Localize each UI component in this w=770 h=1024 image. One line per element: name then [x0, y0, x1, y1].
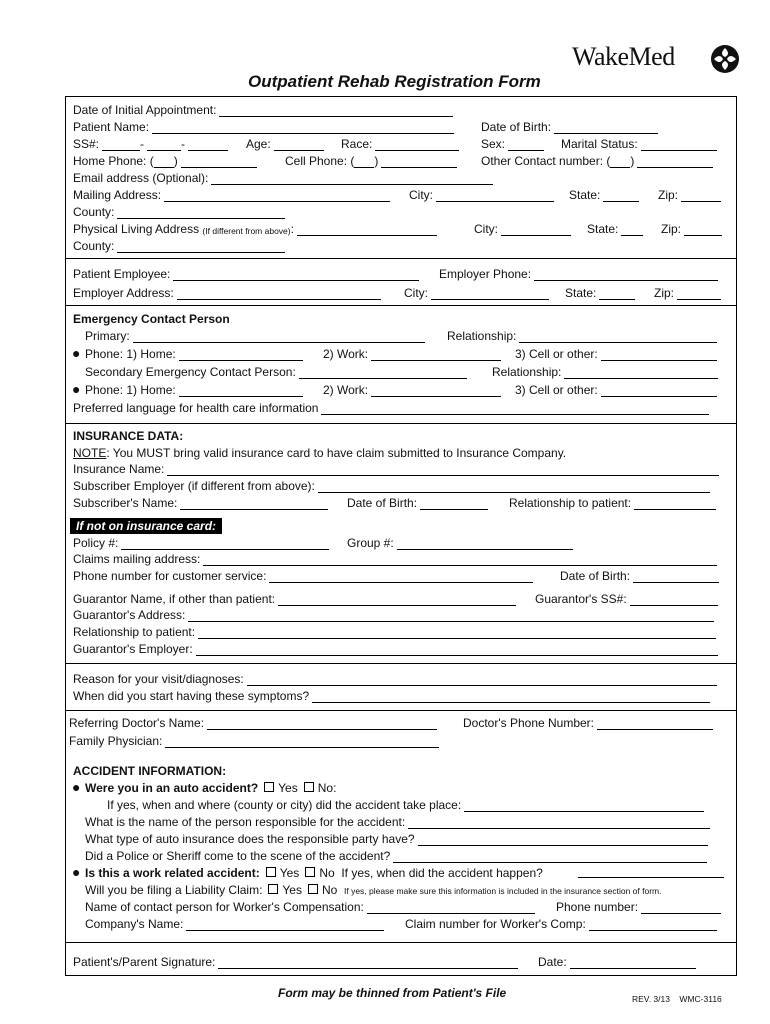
physical-state-field[interactable]: [587, 222, 643, 236]
zip-label: Zip:: [654, 286, 675, 300]
secondary-home-phone-field[interactable]: [85, 383, 303, 397]
mailing-city-field[interactable]: [409, 188, 554, 202]
auto-yes-checkbox[interactable]: [264, 782, 274, 792]
cell-phone-label: 3) Cell or other:: [515, 347, 598, 361]
patient-name-label: Patient Name:: [73, 120, 150, 134]
employer-phone-field[interactable]: [439, 267, 718, 281]
responsible-person-field[interactable]: [85, 815, 710, 829]
primary-cell-phone-field[interactable]: [515, 347, 717, 361]
not-on-card-banner: If not on insurance card:: [70, 518, 222, 534]
phone-number-label: Phone number:: [556, 900, 639, 914]
police-field[interactable]: [85, 849, 707, 863]
work-no-checkbox[interactable]: [305, 867, 315, 877]
mailing-zip-field[interactable]: [658, 188, 721, 202]
mailing-address-label: Mailing Address:: [73, 188, 162, 202]
state-label: State:: [565, 286, 597, 300]
no-label: No: [321, 883, 338, 897]
preferred-language-field[interactable]: [73, 401, 709, 415]
relationship-to-patient-label: Relationship to patient:: [509, 496, 632, 510]
secondary-relationship-field[interactable]: [492, 365, 718, 379]
dob-label: Date of Birth:: [560, 569, 631, 583]
family-physician-label: Family Physician:: [69, 734, 163, 748]
doctor-phone-field[interactable]: [463, 716, 713, 730]
signature-date-label: Date:: [538, 955, 567, 969]
family-physician-field[interactable]: [69, 734, 439, 748]
secondary-cell-phone-field[interactable]: [515, 383, 717, 397]
yes-label: Yes: [278, 781, 298, 795]
liability-no-checkbox[interactable]: [308, 884, 318, 894]
dob-label: Date of Birth:: [347, 496, 418, 510]
physical-city-field[interactable]: [474, 222, 571, 236]
accident-location-label: If yes, when and where (county or city) did the accident take place:: [107, 798, 462, 812]
auto-accident-label: Were you in an auto accident?: [85, 781, 259, 795]
insurance-name-label: Insurance Name:: [73, 462, 165, 476]
wakemed-logo-icon: [710, 44, 740, 74]
email-label: Email address (Optional):: [73, 171, 209, 185]
revision-date: REV. 3/13: [632, 994, 670, 1004]
bullet-icon: ●: [72, 779, 81, 795]
guarantor-employer-label: Guarantor's Employer:: [73, 642, 193, 656]
county-label: County:: [73, 239, 115, 253]
liability-note: If yes, please make sure this information is included in the insurance section of form.: [344, 886, 662, 896]
physical-address-label: Physical Living Address: [73, 222, 200, 236]
preferred-language-label: Preferred language for health care information: [73, 401, 319, 415]
note-text: : You MUST bring valid insurance card to have claim submitted to Insurance Company.: [106, 446, 567, 460]
primary-home-phone-field[interactable]: [85, 347, 303, 361]
revision-info: [632, 994, 722, 1004]
zip-label: Zip:: [661, 222, 682, 236]
state-label: State:: [569, 188, 601, 202]
emergency-contact-heading: Emergency Contact Person: [73, 312, 230, 326]
bullet-icon: ●: [72, 381, 81, 397]
age-label: Age:: [246, 137, 271, 151]
form-title: Outpatient Rehab Registration Form: [248, 72, 541, 91]
employer-address-field[interactable]: [73, 286, 381, 300]
employer-state-field[interactable]: [565, 286, 635, 300]
age-field[interactable]: [246, 137, 324, 151]
work-accident-label: Is this a work related accident:: [85, 866, 260, 880]
city-label: City:: [474, 222, 498, 236]
mailing-state-field[interactable]: [569, 188, 639, 202]
cell-phone-label: Cell Phone: (: [285, 154, 355, 168]
signature-label: Patient's/Parent Signature:: [73, 955, 216, 969]
auto-insurance-type-label: What type of auto insurance does the responsible party have?: [85, 832, 415, 846]
section-divider: [65, 258, 737, 259]
footer-note: Form may be thinned from Patient's File: [278, 986, 507, 1000]
marital-status-field[interactable]: [561, 137, 717, 151]
section-divider: [65, 305, 737, 306]
note-label: NOTE: [73, 446, 107, 460]
primary-work-phone-field[interactable]: [323, 347, 501, 361]
doctor-phone-label: Doctor's Phone Number:: [463, 716, 595, 730]
home-phone-label: Phone: 1) Home:: [85, 347, 176, 361]
work-yes-checkbox[interactable]: [266, 867, 276, 877]
subscriber-employer-field[interactable]: [73, 479, 710, 493]
visit-reason-label: Reason for your visit/diagnoses:: [73, 672, 244, 686]
group-field[interactable]: [347, 536, 573, 550]
section-divider: [65, 423, 737, 424]
ss-label: SS#:: [73, 137, 100, 151]
other-contact-field[interactable]: [481, 154, 713, 168]
liability-yes-checkbox[interactable]: [268, 884, 278, 894]
guarantor-employer-field[interactable]: [73, 642, 718, 656]
ss-dash: -: [181, 137, 186, 151]
initial-appointment-field[interactable]: [73, 103, 453, 117]
group-label: Group #:: [347, 536, 394, 550]
physical-address-note: (If different from above): [202, 226, 291, 236]
no-label: No:: [317, 781, 337, 795]
city-label: City:: [409, 188, 433, 202]
signature-field[interactable]: [73, 955, 518, 969]
claims-mailing-field[interactable]: [73, 552, 717, 566]
dob-label: Date of Birth:: [481, 120, 552, 134]
section-divider: [65, 663, 737, 664]
wc-phone-field[interactable]: [556, 900, 721, 914]
primary-contact-field[interactable]: [85, 329, 425, 343]
insurance-name-field[interactable]: [73, 462, 719, 476]
guarantor-address-field[interactable]: [73, 608, 714, 622]
home-phone-label: Phone: 1) Home:: [85, 383, 176, 397]
physical-address-field[interactable]: [73, 222, 437, 236]
police-label: Did a Police or Sheriff come to the scene of the accident?: [85, 849, 391, 863]
physical-zip-field[interactable]: [661, 222, 722, 236]
visit-reason-field[interactable]: [73, 672, 717, 686]
insurance-note: [73, 446, 566, 461]
ss-field[interactable]: [73, 137, 228, 151]
secondary-work-phone-field[interactable]: [323, 383, 501, 397]
work-accident-question: [85, 866, 543, 881]
wc-claim-number-label: Claim number for Worker's Comp:: [405, 917, 586, 931]
claims-mailing-label: Claims mailing address:: [73, 552, 201, 566]
customer-service-phone-label: Phone number for customer service:: [73, 569, 267, 583]
initial-appointment-label: Date of Initial Appointment:: [73, 103, 217, 117]
responsible-person-label: What is the name of the person responsible for the accident:: [85, 815, 406, 829]
insured-dob-field[interactable]: [560, 569, 719, 583]
home-phone-field[interactable]: [73, 154, 257, 168]
patient-employee-field[interactable]: [73, 267, 419, 281]
accident-heading: ACCIDENT INFORMATION:: [73, 764, 227, 778]
guarantor-relationship-field[interactable]: [73, 625, 716, 639]
yes-label: Yes: [279, 866, 300, 880]
work-accident-when-field[interactable]: [575, 866, 724, 878]
guarantor-ss-label: Guarantor's SS#:: [535, 592, 627, 606]
guarantor-name-field[interactable]: [73, 592, 516, 606]
primary-relationship-field[interactable]: [447, 329, 717, 343]
wakemed-logo-text: WakeMed: [572, 42, 675, 71]
county-field-2[interactable]: [73, 239, 285, 253]
paren: ): [173, 154, 178, 168]
primary-label: Primary:: [85, 329, 130, 343]
wc-contact-label: Name of contact person for Worker's Compensation:: [85, 900, 364, 914]
referring-doctor-label: Referring Doctor's Name:: [69, 716, 204, 730]
work-phone-label: 2) Work:: [323, 347, 369, 361]
relationship-label: Relationship:: [447, 329, 517, 343]
subscriber-employer-label: Subscriber Employer (if different from above):: [73, 479, 315, 493]
paren: ): [374, 154, 379, 168]
company-name-field[interactable]: [85, 917, 384, 931]
guarantor-address-label: Guarantor's Address:: [73, 608, 186, 622]
employer-city-field[interactable]: [404, 286, 549, 300]
state-label: State:: [587, 222, 619, 236]
liability-claim-label: Will you be filing a Liability Claim:: [85, 883, 263, 897]
guarantor-name-label: Guarantor Name, if other than patient:: [73, 592, 276, 606]
bullet-icon: ●: [72, 345, 81, 361]
marital-status-label: Marital Status:: [561, 137, 638, 151]
auto-no-checkbox[interactable]: [304, 782, 314, 792]
insurance-heading: INSURANCE DATA:: [73, 429, 184, 443]
employer-address-label: Employer Address:: [73, 286, 174, 300]
cell-phone-field[interactable]: [285, 154, 457, 168]
secondary-contact-field[interactable]: [85, 365, 467, 379]
no-label: No: [319, 866, 335, 880]
signature-date-field[interactable]: [538, 955, 696, 969]
work-phone-label: 2) Work:: [323, 383, 369, 397]
subscriber-name-field[interactable]: [73, 496, 328, 510]
county-field[interactable]: [73, 205, 285, 219]
liability-claim-question: [85, 883, 662, 898]
relationship-label: Relationship:: [492, 365, 562, 379]
auto-accident-question: [85, 781, 336, 796]
accident-location-field[interactable]: [107, 798, 704, 812]
zip-label: Zip:: [658, 188, 679, 202]
date-of-birth-field[interactable]: [481, 120, 658, 134]
sex-label: Sex:: [481, 137, 506, 151]
secondary-contact-label: Secondary Emergency Contact Person:: [85, 365, 296, 379]
auto-insurance-type-field[interactable]: [85, 832, 708, 846]
form-number: WMC-3116: [679, 994, 722, 1004]
cell-phone-label: 3) Cell or other:: [515, 383, 598, 397]
wc-claim-number-field[interactable]: [405, 917, 717, 931]
section-divider: [65, 710, 737, 711]
employer-phone-label: Employer Phone:: [439, 267, 532, 281]
guarantor-ss-field[interactable]: [535, 592, 718, 606]
subscriber-name-label: Subscriber's Name:: [73, 496, 178, 510]
email-field[interactable]: [73, 171, 493, 185]
symptoms-start-label: When did you start having these symptoms?: [73, 689, 310, 703]
relationship-to-patient-label: Relationship to patient:: [73, 625, 196, 639]
work-accident-when-label: If yes, when did the accident happen?: [341, 866, 543, 880]
race-label: Race:: [341, 137, 373, 151]
home-phone-label: Home Phone: (: [73, 154, 154, 168]
colon: :: [290, 222, 294, 236]
race-field[interactable]: [341, 137, 459, 151]
sex-field[interactable]: [481, 137, 544, 151]
yes-label: Yes: [282, 883, 302, 897]
other-contact-label: Other Contact number: (: [481, 154, 611, 168]
ss-dash: -: [140, 137, 145, 151]
subscriber-dob-field[interactable]: [347, 496, 488, 510]
customer-service-phone-field[interactable]: [73, 569, 533, 583]
subscriber-relationship-field[interactable]: [509, 496, 716, 510]
company-name-label: Company's Name:: [85, 917, 184, 931]
paren: ): [630, 154, 635, 168]
bullet-icon: ●: [72, 864, 81, 880]
employer-zip-field[interactable]: [654, 286, 721, 300]
city-label: City:: [404, 286, 428, 300]
policy-label: Policy #:: [73, 536, 119, 550]
county-label: County:: [73, 205, 115, 219]
section-divider: [65, 942, 737, 943]
symptoms-start-field[interactable]: [73, 689, 710, 703]
referring-doctor-field[interactable]: [69, 716, 437, 730]
policy-field[interactable]: [73, 536, 329, 550]
wc-contact-field[interactable]: [85, 900, 535, 914]
mailing-address-field[interactable]: [73, 188, 390, 202]
patient-employee-label: Patient Employee:: [73, 267, 171, 281]
patient-name-field[interactable]: [73, 120, 454, 134]
